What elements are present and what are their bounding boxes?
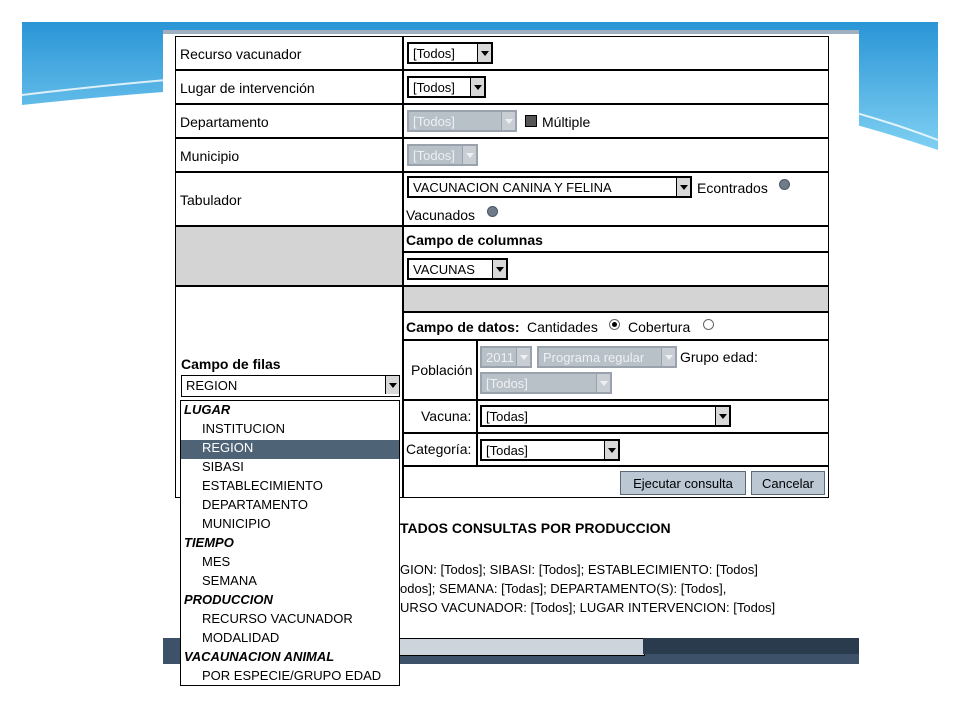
dropdown-option[interactable]: MES [202, 554, 231, 569]
label-vacuna: Vacuna: [421, 408, 472, 424]
scrollbar-track[interactable] [399, 638, 645, 656]
radio-cobertura[interactable] [703, 319, 714, 330]
dropdown-option[interactable]: RECURSO VACUNADOR [202, 611, 353, 626]
grey-band [403, 286, 829, 312]
chevron-down-icon [477, 44, 491, 62]
report-line-2: odos]; SEMANA: [Todas]; DEPARTAMENTO(S): [Todos], [400, 581, 727, 596]
select-campo-filas[interactable]: REGION [181, 375, 400, 397]
chevron-down-icon [470, 78, 484, 96]
dropdown-option[interactable]: POR ESPECIE/GRUPO EDAD [202, 668, 382, 683]
label-cantidades: Cantidades [527, 319, 598, 335]
label-vacunados: Vacunados [406, 207, 476, 223]
select-grupo-edad[interactable]: [Todos] [480, 372, 612, 394]
select-recurso-vacunador[interactable]: [Todos] [407, 42, 493, 64]
select-departamento[interactable]: [Todos] [407, 110, 517, 132]
label-municipio: Municipio [180, 148, 240, 164]
chevron-down-icon [661, 348, 675, 366]
chevron-down-icon [385, 376, 399, 394]
label-recurso-vacunador: Recurso vacunador [180, 46, 302, 62]
radio-encontrados[interactable] [779, 179, 790, 190]
select-municipio[interactable]: [Todos] [407, 144, 478, 166]
top-strip [163, 30, 859, 34]
dropdown-group-label: TIEMPO [184, 535, 234, 550]
label-lugar-intervencion: Lugar de intervención [180, 80, 315, 96]
execute-query-button[interactable]: Ejecutar consulta [620, 471, 746, 495]
screenshot-panel [163, 30, 859, 686]
select-lugar-intervencion[interactable]: [Todos] [407, 76, 486, 98]
report-line-3: URSO VACUNADOR: [Todos]; LUGAR INTERVENCION: [Todos] [400, 600, 776, 615]
label-campo-filas: Campo de filas [181, 356, 281, 372]
chevron-down-icon [516, 348, 530, 366]
campo-filas-dropdown-list[interactable] [180, 400, 400, 686]
report-line-1: GION: [Todos]; SIBASI: [Todos]; ESTABLECIMIENTO: [Todos] [400, 562, 758, 577]
chevron-down-icon [501, 112, 515, 130]
chevron-down-icon [715, 407, 729, 425]
dropdown-group-label: PRODUCCION [184, 592, 273, 607]
chevron-down-icon [676, 178, 690, 196]
label-categoria: Categoría: [406, 441, 472, 457]
label-grupo-edad: Grupo edad: [680, 349, 758, 365]
dropdown-group-label: VACAUNACION ANIMAL [184, 649, 335, 664]
radio-vacunados[interactable] [487, 206, 498, 217]
label-cobertura: Cobertura [628, 319, 691, 335]
empty-grey-cell [175, 226, 403, 286]
dropdown-option[interactable]: INSTITUCION [202, 421, 286, 436]
label-multiple: Múltiple [542, 114, 591, 130]
radio-cantidades[interactable] [609, 319, 620, 330]
select-programa[interactable]: Programa regular [537, 346, 677, 368]
label-departamento: Departamento [180, 114, 269, 130]
dropdown-option[interactable]: ESTABLECIMIENTO [202, 478, 323, 493]
select-campo-columnas[interactable]: VACUNAS [407, 258, 508, 280]
chevron-down-icon [596, 374, 610, 392]
select-categoria[interactable]: [Todas] [480, 439, 620, 461]
dropdown-group-label: LUGAR [184, 402, 231, 417]
dropdown-option[interactable]: DEPARTAMENTO [202, 497, 308, 512]
label-campo-columnas: Campo de columnas [406, 232, 543, 248]
dropdown-option[interactable]: MODALIDAD [202, 630, 280, 645]
label-tabulador: Tabulador [180, 192, 242, 208]
cancel-button[interactable]: Cancelar [751, 471, 825, 495]
chevron-down-icon [492, 260, 506, 278]
dropdown-option[interactable]: MUNICIPIO [202, 516, 271, 531]
chevron-down-icon [462, 146, 476, 164]
report-title: TADOS CONSULTAS POR PRODUCCION [400, 520, 671, 536]
multiple-checkbox[interactable] [525, 115, 537, 127]
dropdown-option[interactable]: REGION [181, 440, 399, 459]
select-vacuna[interactable]: [Todas] [480, 405, 731, 427]
dropdown-option[interactable]: SEMANA [202, 573, 257, 588]
label-encontrados: Econtrados [697, 180, 768, 196]
select-year[interactable]: 2011 [480, 346, 532, 368]
scrollbar-end [643, 638, 859, 654]
select-tabulador[interactable]: VACUNACION CANINA Y FELINA [407, 176, 692, 198]
label-poblacion: Población [411, 362, 473, 378]
dropdown-option[interactable]: SIBASI [202, 459, 244, 474]
label-campo-datos: Campo de datos: [406, 319, 520, 335]
chevron-down-icon [604, 441, 618, 459]
